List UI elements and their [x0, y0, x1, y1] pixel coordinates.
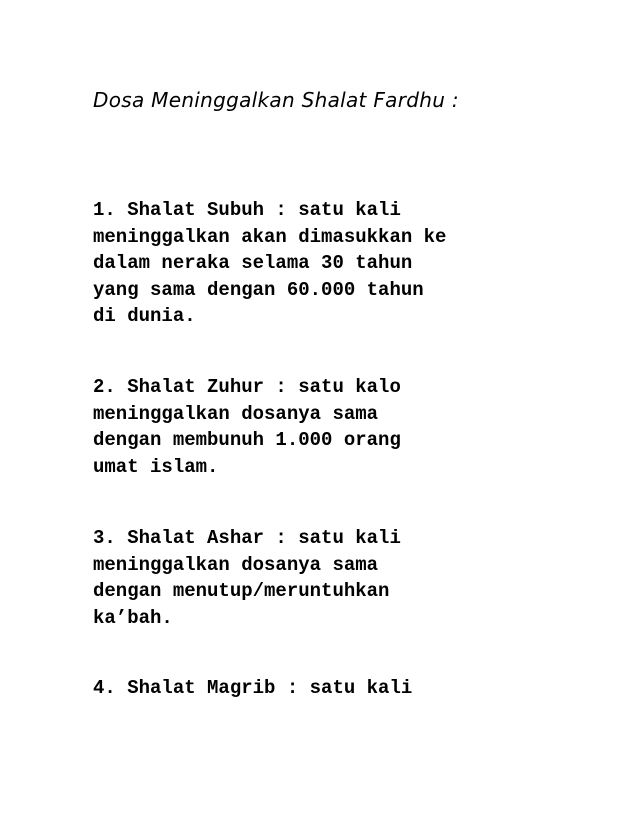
list-item-zuhur: [93, 374, 401, 480]
item-line: yang sama dengan 60.000 tahun: [93, 278, 424, 301]
item-line: ka’bah.: [93, 606, 173, 629]
item-line: meninggalkan dosanya sama: [93, 553, 379, 576]
item-line: di dunia.: [93, 305, 196, 327]
list-item-ashar: [93, 525, 401, 631]
document-title: Dosa Meninggalkan Shalat Fardhu :: [93, 88, 459, 112]
item-line: 2. Shalat Zuhur : satu kalo: [93, 376, 401, 398]
item-line: dengan membunuh 1.000 orang: [93, 429, 401, 451]
item-line: umat islam.: [93, 455, 219, 478]
item-line: meninggalkan dosanya sama: [93, 402, 379, 425]
item-line: 3. Shalat Ashar : satu kali: [93, 527, 401, 549]
item-line: 4. Shalat Magrib : satu kali: [93, 677, 413, 699]
item-line: dalam neraka selama 30 tahun: [93, 252, 413, 274]
list-item-subuh: [93, 197, 446, 330]
list-item-magrib: [93, 675, 412, 702]
item-line: meninggalkan akan dimasukkan ke: [93, 225, 447, 248]
item-line: dengan menutup/meruntuhkan: [93, 580, 390, 602]
item-line: 1. Shalat Subuh : satu kali: [93, 199, 401, 221]
